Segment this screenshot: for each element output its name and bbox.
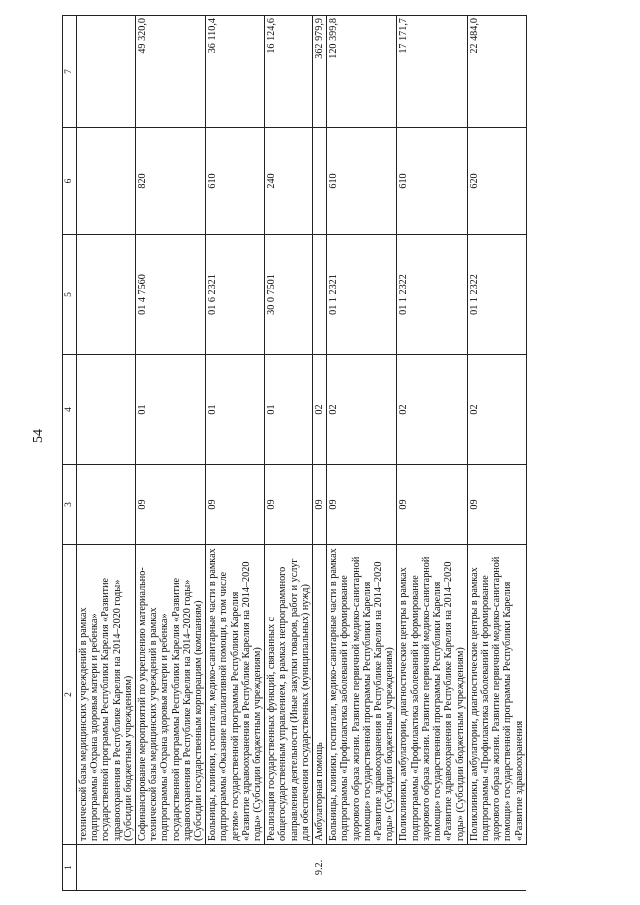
- row-section-code: 09: [397, 465, 467, 545]
- row-target-article: 01 4 7560: [136, 235, 206, 355]
- row-target-article: [313, 235, 327, 355]
- row-description: Больницы, клиники, госпитали, медико-санитарные части в рамках подпрограммы «Профилактика заболеваний и формирование здорового образа жизни. Развитие первичной медико-санитарной помощи» государственной программы Республики Карелия «Развитие здравоохранения в Республике Карелия на 2014–2020 годы» (Субсидии бюджетным учреждениям): [327, 545, 397, 845]
- row-subsection-code: 01: [265, 355, 313, 465]
- row-section-code: [77, 465, 136, 545]
- row-subsection-code: [77, 355, 136, 465]
- row-number: [467, 845, 526, 891]
- table-row: [467, 16, 526, 891]
- row-description: технической базы медицинских учреждений в рамках подпрограммы «Охрана здоровья матери и ребенка» государственной программы Республики Карелия «Развитие здравоохранения в Республике Карелия на 2014–2020 годы» (Субсидии бюджетным учреждениям): [77, 545, 136, 845]
- row-expense-type: 820: [136, 128, 206, 235]
- row-section-code: 09: [206, 465, 265, 545]
- table-body: [77, 16, 527, 891]
- row-section-code: 09: [467, 465, 526, 545]
- table-row: [313, 16, 327, 891]
- row-expense-type: 610: [327, 128, 397, 235]
- header-col-3: 3: [63, 465, 77, 545]
- row-target-article: 01 1 2322: [467, 235, 526, 355]
- row-expense-type: 610: [206, 128, 265, 235]
- row-amount: 120 399,8: [327, 16, 397, 128]
- row-subsection-code: 02: [397, 355, 467, 465]
- row-amount: 36 110,4: [206, 16, 265, 128]
- header-row: [63, 16, 77, 891]
- row-section-code: 09: [265, 465, 313, 545]
- row-amount: 22 484,0: [467, 16, 526, 128]
- header-col-7: 7: [63, 16, 77, 128]
- row-number: [327, 845, 397, 891]
- row-expense-type: 610: [397, 128, 467, 235]
- header-col-1: 1: [63, 845, 77, 891]
- table-row: [327, 16, 397, 891]
- row-subsection-code: 01: [206, 355, 265, 465]
- page-number: 54: [31, 429, 46, 443]
- row-description: Больницы, клиники, госпитали, медико-санитарные части в рамках подпрограммы «Оказание паллиативной помощи, в том числе детям» государственной программы Республики Карелия «Развитие здравоохранения в Республике Карелия на 2014–2020 годы» (Субсидии бюджетным учреждениям): [206, 545, 265, 845]
- row-number: [206, 845, 265, 891]
- row-target-article: 01 6 2321: [206, 235, 265, 355]
- row-amount: [77, 16, 136, 128]
- row-expense-type: [77, 128, 136, 235]
- table-row: [397, 16, 467, 891]
- row-number: 9.2.: [313, 845, 327, 891]
- row-number: [265, 845, 313, 891]
- row-description: Поликлиники, амбулатории, диагностические центры в рамках подпрограммы «Профилактика заболеваний и формирование здорового образа жизни. Развитие первичной медико-санитарной помощи» государственной программы Республики Карелия «Развитие здравоохранения в Республике Карелия на 2014–2020 годы» (Субсидии бюджетным учреждениям): [397, 545, 467, 845]
- row-amount: 17 171,7: [397, 16, 467, 128]
- row-subsection-code: 02: [467, 355, 526, 465]
- row-expense-type: 620: [467, 128, 526, 235]
- row-description: Софинансирование мероприятий по укреплению материально-технической базы медицинских учреждений в рамках подпрограммы «Охрана здоровья матери и ребенка» государственной программы Республики Карелия «Развитие здравоохранения в Республике Карелия на 2014–2020 годы» (Субсидии государственным корпорациям (компаниям): [136, 545, 206, 845]
- row-subsection-code: 02: [313, 355, 327, 465]
- header-col-6: 6: [63, 128, 77, 235]
- row-amount: 362 979,9: [313, 16, 327, 128]
- row-target-article: 01 1 2322: [397, 235, 467, 355]
- header-col-2: 2: [63, 545, 77, 845]
- table-row: [77, 16, 136, 891]
- row-target-article: 30 0 7501: [265, 235, 313, 355]
- table-row: [265, 16, 313, 891]
- row-number: [136, 845, 206, 891]
- row-expense-type: 240: [265, 128, 313, 235]
- row-subsection-code: 02: [327, 355, 397, 465]
- row-description: Поликлиники, амбулатории, диагностические центры в рамках подпрограммы «Профилактика заболеваний и формирование здорового образа жизни. Развитие первичной медико-санитарной помощи» государственной программы Республики Карелия «Развитие здравоохранения: [467, 545, 526, 845]
- row-amount: 49 320,0: [136, 16, 206, 128]
- budget-table: [62, 15, 527, 891]
- row-amount: 16 124,6: [265, 16, 313, 128]
- row-section-code: 09: [327, 465, 397, 545]
- header-col-4: 4: [63, 355, 77, 465]
- header-col-5: 5: [63, 235, 77, 355]
- row-number: [77, 845, 136, 891]
- row-target-article: 01 1 2321: [327, 235, 397, 355]
- table-row: [206, 16, 265, 891]
- row-target-article: [77, 235, 136, 355]
- row-subsection-code: 01: [136, 355, 206, 465]
- row-number: [397, 845, 467, 891]
- row-section-code: 09: [136, 465, 206, 545]
- row-expense-type: [313, 128, 327, 235]
- row-description: Реализация государственных функций, связанных с общегосударственным управлением, в рамках непрограммного направления деятельности (Иные закупки товаров, работ и услуг для обеспечения государственных (муниципальных) нужд): [265, 545, 313, 845]
- row-section-code: 09: [313, 465, 327, 545]
- table-row: [136, 16, 206, 891]
- row-description: Амбулаторная помощь: [313, 545, 327, 845]
